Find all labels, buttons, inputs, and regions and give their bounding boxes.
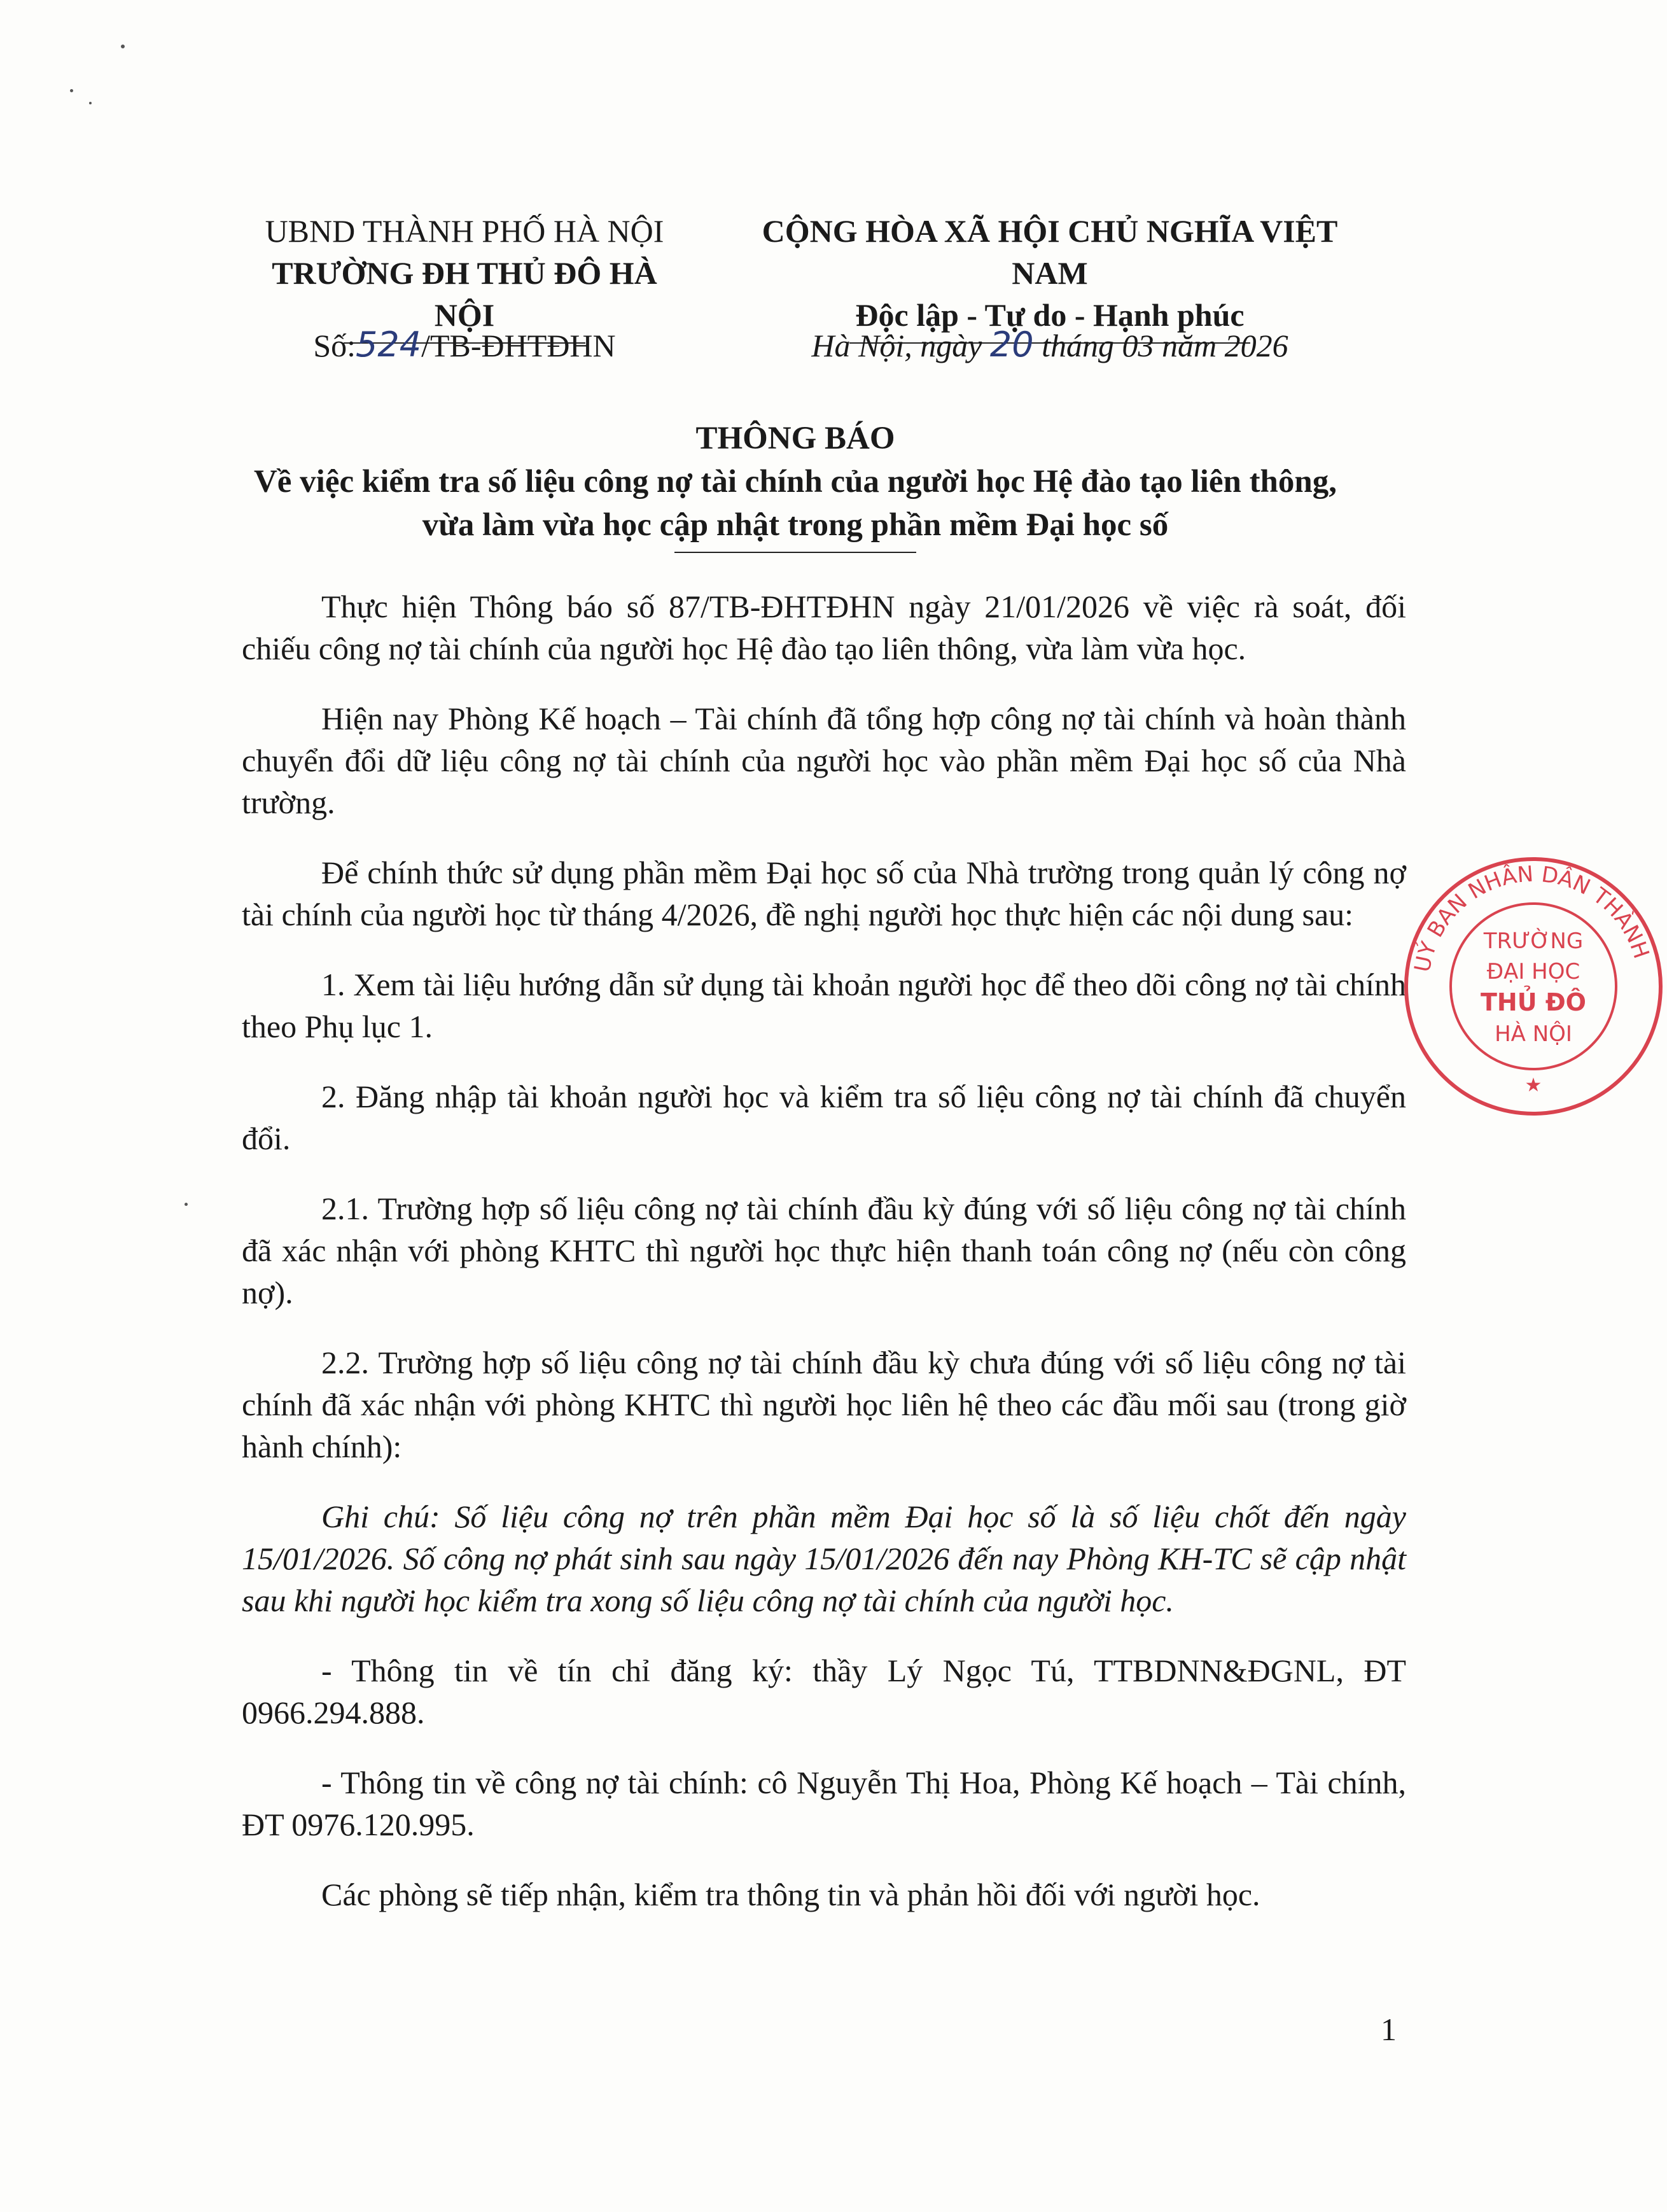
paragraph: Hiện nay Phòng Kế hoạch – Tài chính đã tổng hợp công nợ tài chính và hoàn thành chuyển đổi dữ liệu công nợ tài chính của người học vào phần mềm Đại học số của Nhà trường.: [242, 701, 1406, 820]
seal-line2: ĐẠI HỌC: [1486, 959, 1580, 984]
issuer-header: [242, 210, 687, 344]
scan-speck: [89, 102, 92, 104]
date-part2: tháng 03 năm 2026: [1033, 328, 1288, 363]
paragraph: 2. Đăng nhập tài khoản người học và kiểm tra số liệu công nợ tài chính đã chuyển đổi.: [242, 1079, 1406, 1156]
doc-number-handwritten: 524: [356, 325, 422, 365]
paragraph: Thực hiện Thông báo số 87/TB-ĐHTĐHN ngày 21/01/2026 về việc rà soát, đối chiếu công nợ tài chính của người học Hệ đào tạo liên thông, vừa làm vừa học.: [242, 589, 1406, 666]
doc-number-suffix: /TB-ĐHTĐHN: [421, 328, 616, 363]
date-part1: Hà Nội, ngày: [811, 328, 990, 363]
paragraph: 1. Xem tài liệu hướng dẫn sử dụng tài khoản người học để theo dõi công nợ tài chính theo Phụ lục 1.: [242, 967, 1406, 1044]
red-seal-stamp: [1400, 853, 1667, 1120]
doc-number-prefix: Số:: [313, 328, 356, 363]
contact-paragraph: - Thông tin về tín chỉ đăng ký: thầy Lý Ngọc Tú, TTBDNN&ĐGNL, ĐT 0966.294.888.: [242, 1653, 1406, 1730]
seal-line4: HÀ NỘI: [1495, 1021, 1572, 1047]
scan-speck: [70, 89, 73, 92]
seal-line3: THỦ ĐÔ: [1481, 988, 1586, 1016]
notice-title: [191, 417, 1400, 553]
note-paragraph: Ghi chú: Số liệu công nợ trên phần mềm Đại học số là số liệu chốt đến ngày 15/01/2026. Số công nợ phát sinh sau ngày 15/01/2026 đến nay Phòng KH-TC sẽ cập nhật sau khi người học kiểm tra xong số liệu công nợ tài chính của người học.: [242, 1499, 1406, 1618]
national-motto: Độc lập - Tự do - Hạnh phúc: [855, 297, 1245, 333]
seal-line1: TRƯỜNG: [1483, 928, 1584, 954]
seal-star-icon: ★: [1524, 1074, 1542, 1096]
date-line: [732, 325, 1368, 365]
document-number: [242, 325, 687, 365]
issuer-authority: UBND THÀNH PHỐ HÀ NỘI: [265, 213, 664, 249]
contact-paragraph: - Thông tin về công nợ tài chính: cô Nguyễn Thị Hoa, Phòng Kế hoạch – Tài chính, ĐT 0976.120.995.: [242, 1765, 1406, 1842]
paragraph: 2.2. Trường hợp số liệu công nợ tài chính đầu kỳ chưa đúng với số liệu công nợ tài chính đã xác nhận với phòng KHTC thì người học liên hệ theo các đầu mối sau (trong giờ hành chính):: [242, 1345, 1406, 1464]
scan-speck: [121, 45, 125, 48]
scan-speck: [185, 1203, 188, 1206]
notice-subtitle-line2: vừa làm vừa học cập nhật trong phần mềm Đại học số: [422, 507, 1169, 543]
paragraph: 2.1. Trường hợp số liệu công nợ tài chính đầu kỳ đúng với số liệu công nợ tài chính đã xác nhận với phòng KHTC thì người học thực hiện thanh toán công nợ (nếu còn công nợ).: [242, 1191, 1406, 1310]
national-header: [732, 210, 1368, 344]
paragraph: Các phòng sẽ tiếp nhận, kiểm tra thông tin và phản hồi đối với người học.: [321, 1877, 1260, 1912]
notice-subtitle-line1: Về việc kiểm tra số liệu công nợ tài chính của người học Hệ đào tạo liên thông,: [253, 464, 1337, 500]
title-underline: [674, 552, 916, 553]
notice-heading: THÔNG BÁO: [695, 421, 895, 456]
page-number: 1: [1381, 2012, 1397, 2047]
issuer-school: TRƯỜNG ĐH THỦ ĐÔ HÀ NỘI: [272, 255, 657, 333]
paragraph: Để chính thức sử dụng phần mềm Đại học số của Nhà trường trong quản lý công nợ tài chính của người học từ tháng 4/2026, đề nghị người học thực hiện các nội dung sau:: [242, 855, 1406, 932]
national-title: CỘNG HÒA XÃ HỘI CHỦ NGHĨA VIỆT NAM: [762, 213, 1338, 291]
seal-arc-text: UỶ BAN NHÂN DÂN THÀNH: [1409, 861, 1654, 975]
date-day-handwritten: 20: [989, 325, 1034, 365]
notice-body: [242, 585, 1406, 1943]
